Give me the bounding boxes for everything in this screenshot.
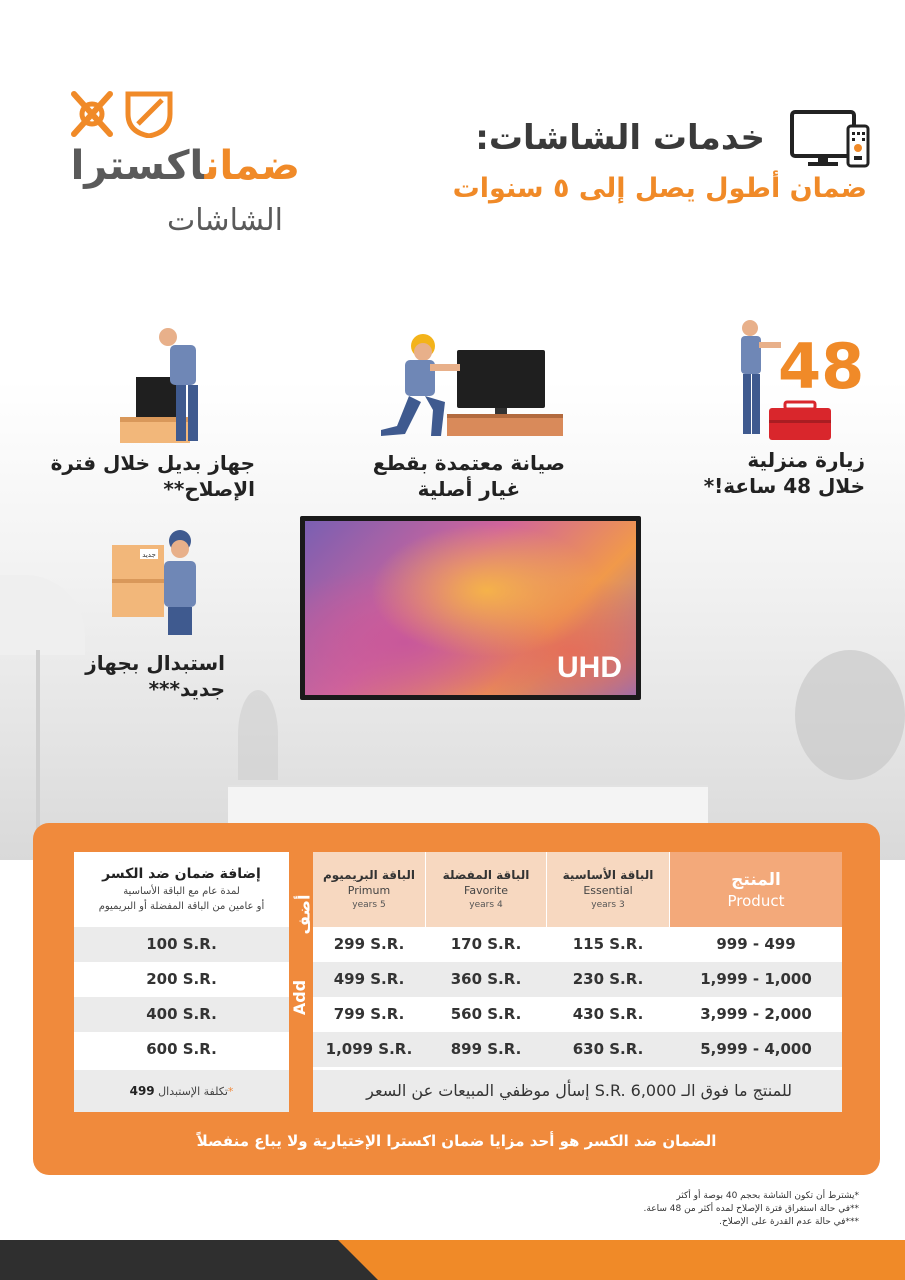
pricing-table (313, 852, 842, 1112)
maintenance-label (373, 450, 565, 502)
addon-price: 600 S.R. (146, 1040, 217, 1058)
addon-price: 100 S.R. (74, 927, 289, 962)
price-note: للمنتج ما فوق الـ S.R. 6,000 إسأل موظفي المبيعات عن السعر (313, 1070, 842, 1112)
addon-subtitle-line2: أو عامين من الباقة المفضلة أو البريميوم (98, 900, 265, 912)
delivery-box-icon (110, 527, 202, 639)
technician-replacement-tv-icon (118, 325, 218, 445)
header-essential-years: 3 years (591, 900, 625, 910)
maintenance-line2: غيار أصلية (417, 477, 521, 501)
addon-price: 400 S.R. (74, 997, 289, 1032)
table-row (313, 927, 842, 962)
brand-subtitle: الشاشات (167, 203, 283, 238)
home-visit-label (704, 447, 865, 499)
footnote: *يشترط أن تكون الشاشة بحجم 40 بوصة أو أكثر (676, 1191, 859, 1201)
header-product (670, 852, 842, 927)
brand-title-part2: اكسترا (70, 143, 205, 189)
addon-column (74, 852, 289, 1112)
addon-title: إضافة ضمان ضد الكسر (102, 866, 261, 882)
footnote: **في حالة استغراق فترة الإصلاح لمده أكثر من 48 ساعة. (643, 1204, 859, 1215)
exchange-label (85, 650, 225, 702)
addon-header (74, 852, 289, 927)
header-product-en: Product (727, 892, 785, 910)
panel-footer-text: الضمان ضد الكسر هو أحد مزايا ضمان اكسترا الإختيارية ولا يباع منفصلاً (196, 1132, 717, 1150)
footer-bar-orange (338, 1240, 905, 1280)
table-row (313, 997, 842, 1032)
header-essential-ar: الباقة الأساسية (562, 868, 654, 882)
page-title: خدمات الشاشات: (475, 118, 765, 158)
header-favorite-en: Favorite (464, 884, 508, 897)
product-range: 3,999 - 2,000 (700, 1005, 812, 1023)
header-essential-en: Essential (583, 884, 633, 897)
tv-screen (305, 521, 636, 695)
favorite-price: 560 S.R. (450, 1005, 522, 1023)
premium-price: 499 S.R. (333, 970, 405, 988)
lamp-pole (36, 650, 40, 830)
footnotes (644, 1190, 859, 1229)
box-label: جديد (142, 551, 156, 559)
exchange-cost-star: * (227, 1085, 234, 1098)
table-row (313, 1032, 842, 1067)
footnote: ***في حالة عدم القدرة على الإصلاح. (719, 1217, 859, 1228)
add-label-en: Add (290, 979, 310, 1016)
table-row (313, 962, 842, 997)
premium-price: 799 S.R. (333, 1005, 405, 1023)
header-favorite-ar: الباقة المفضلة (442, 868, 530, 882)
essential-price: 630 S.R. (572, 1040, 644, 1058)
exchange-line2: جديد*** (148, 677, 225, 701)
header-premium (313, 852, 425, 927)
premium-price: 299 S.R. (333, 935, 405, 953)
essential-price: 115 S.R. (572, 935, 644, 953)
addon-subtitle-line1: لمدة عام مع الباقة الأساسية (123, 886, 240, 897)
product-range: 1,999 - 1,000 (700, 970, 812, 988)
addon-price: 200 S.R. (146, 970, 217, 988)
extra-logo-icon (70, 90, 175, 138)
home-visit-line1: زيارة منزلية (747, 448, 865, 472)
add-label-ar: أضف (294, 894, 314, 935)
home-visit-number: 48 (778, 330, 865, 403)
exchange-cost-value: 499 (129, 1084, 155, 1098)
header-essential (547, 852, 669, 927)
replacement-line2: الإصلاح** (163, 477, 255, 501)
essential-price: 230 S.R. (572, 970, 644, 988)
technician-repair-icon (375, 330, 565, 440)
brand-title-part1: ضمان (204, 143, 300, 189)
essential-price: 430 S.R. (572, 1005, 644, 1023)
replacement-label (51, 450, 255, 502)
tv-remote-icon (790, 108, 872, 170)
exchange-line1: استبدال بجهاز (85, 651, 225, 675)
header-premium-years: 5 years (352, 900, 386, 910)
header-favorite (426, 852, 546, 927)
uhd-tv-image (300, 516, 641, 700)
plant-tree (795, 650, 905, 780)
plant-vase (238, 690, 278, 780)
maintenance-line1: صيانة معتمدة بقطع (372, 451, 565, 475)
product-range: 999 - 499 (716, 935, 796, 953)
replacement-line1: جهاز بديل خلال فترة (50, 451, 255, 475)
header-favorite-years: 4 years (469, 900, 503, 910)
favorite-price: 360 S.R. (450, 970, 522, 988)
header-premium-en: Primum (347, 884, 391, 897)
page-subtitle: ضمان أطول يصل إلى ٥ سنوات (452, 173, 867, 204)
header-product-ar: المنتج (731, 870, 781, 890)
uhd-badge: UHD (557, 651, 622, 684)
home-visit-line2: خلال 48 ساعة!* (703, 474, 865, 498)
exchange-cost-note (74, 1070, 289, 1112)
favorite-price: 899 S.R. (450, 1040, 522, 1058)
favorite-price: 170 S.R. (450, 935, 522, 953)
header-premium-ar: الباقة البريميوم (322, 868, 416, 882)
premium-price: 1,099 S.R. (325, 1040, 413, 1058)
product-range: 5,999 - 4,000 (700, 1040, 812, 1058)
brand-title (70, 143, 300, 189)
exchange-cost-label: تكلفة الإستبدال (158, 1085, 228, 1098)
